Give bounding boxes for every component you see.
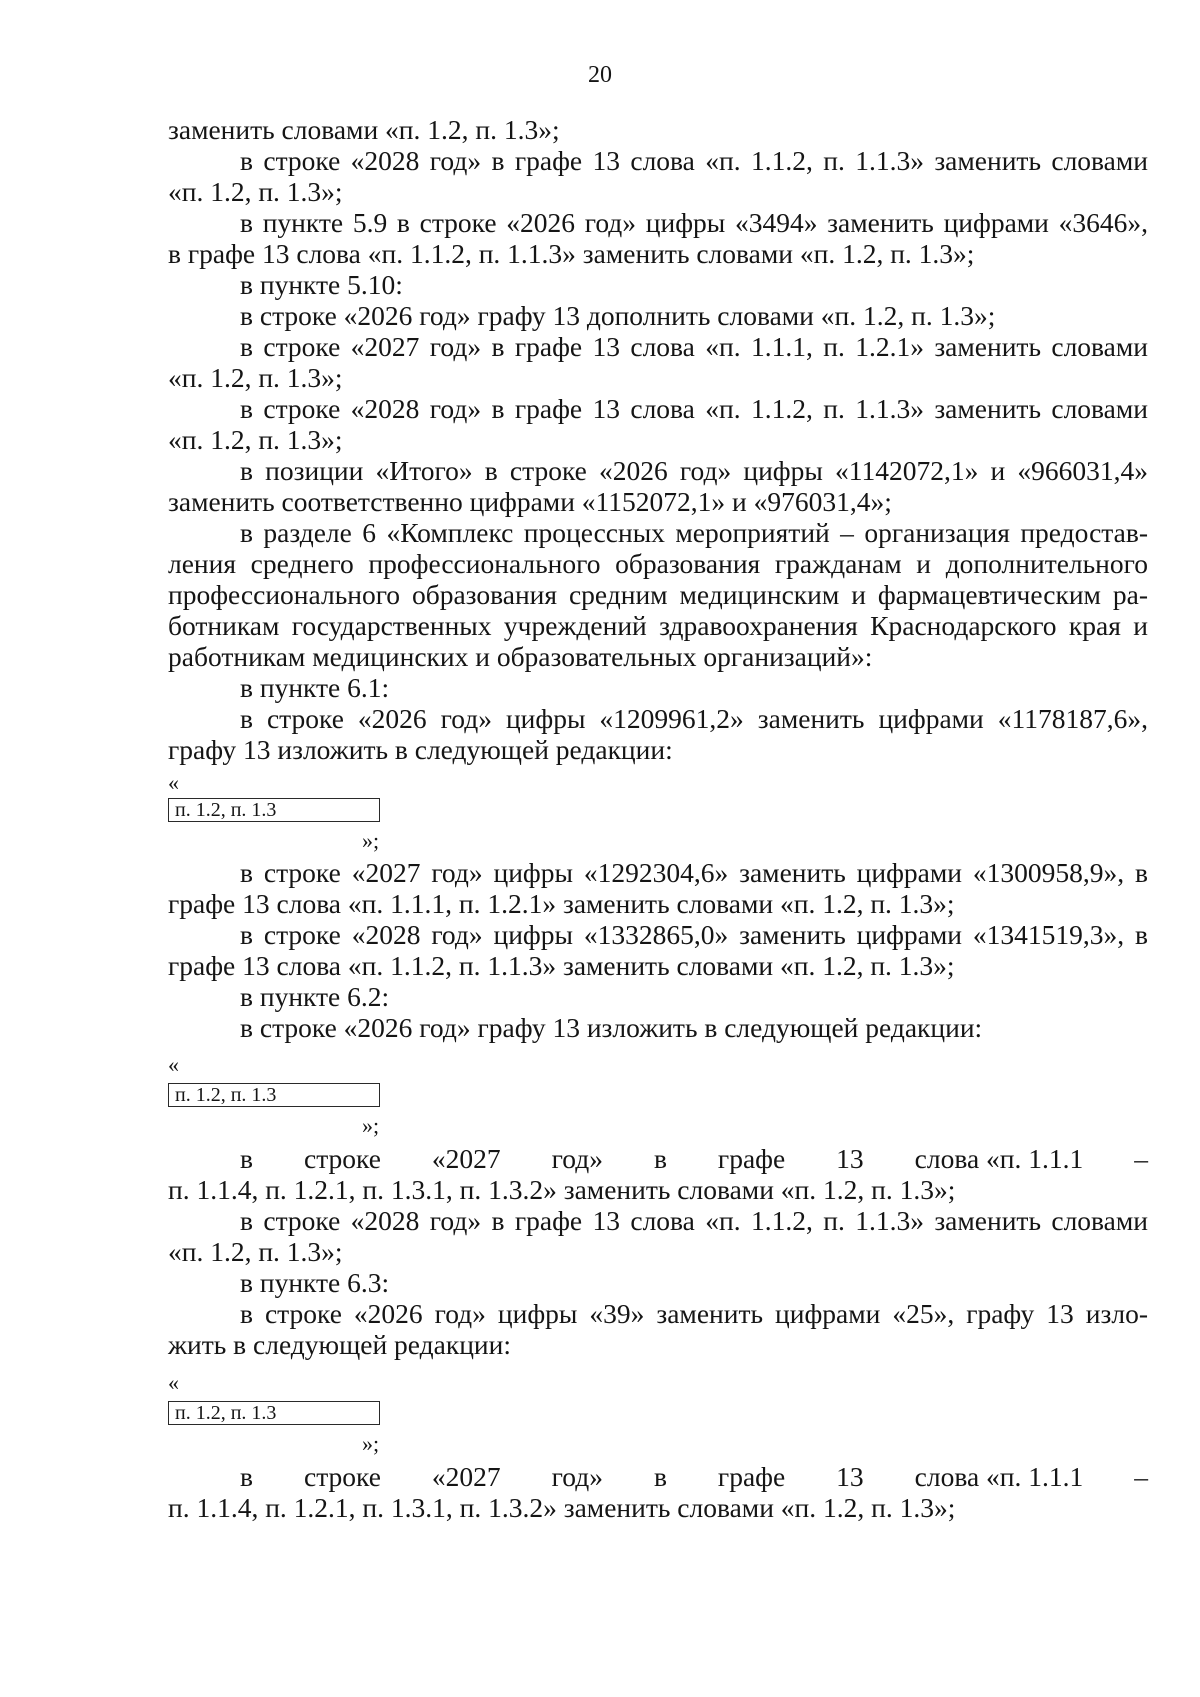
text-line: ботникам государственных учреждений здравоохранения Краснодарского края и	[168, 610, 1148, 641]
text-line: в пункте 5.10:	[240, 269, 403, 300]
text-line: графе 13 слова «п. 1.1.1, п. 1.2.1» заменить словами «п. 1.2, п. 1.3»;	[168, 888, 955, 919]
spread-text-line	[240, 1143, 1148, 1175]
word: «2027	[431, 1143, 501, 1174]
spread-text-line	[240, 1461, 1148, 1493]
open-quote: «	[168, 770, 179, 795]
word: слова «п. 1.1.1	[914, 1143, 1084, 1174]
text-line: заменить соответственно цифрами «1152072,1» и «976031,4»;	[168, 486, 892, 517]
word: –	[1134, 1143, 1148, 1174]
close-quote: »;	[362, 1113, 380, 1138]
text-line: в строке «2027 год» цифры «1292304,6» заменить цифрами «1300958,9», в	[240, 857, 1148, 888]
word: графе	[717, 1143, 786, 1174]
table-cell-box: п. 1.2, п. 1.3	[168, 1083, 380, 1107]
text-line: в строке «2026 год» цифры «1209961,2» заменить цифрами «1178187,6»,	[240, 703, 1148, 734]
word: год»	[551, 1461, 603, 1492]
word: –	[1134, 1461, 1148, 1492]
word: строке	[303, 1461, 381, 1492]
text-line: п. 1.1.4, п. 1.2.1, п. 1.3.1, п. 1.3.2» заменить словами «п. 1.2, п. 1.3»;	[168, 1492, 956, 1523]
text-line: в пункте 5.9 в строке «2026 год» цифры «3494» заменить цифрами «3646»,	[240, 207, 1148, 238]
text-line: в графе 13 слова «п. 1.1.2, п. 1.1.3» заменить словами «п. 1.2, п. 1.3»;	[168, 238, 975, 269]
word: в	[653, 1461, 667, 1492]
word: 13	[836, 1143, 864, 1174]
text-line: «п. 1.2, п. 1.3»;	[168, 362, 343, 393]
text-line: ления среднего профессионального образования гражданам и дополнительного	[168, 548, 1148, 579]
word: в	[653, 1143, 667, 1174]
text-line: в разделе 6 «Комплекс процессных мероприятий – организация предостав-	[240, 517, 1148, 548]
text-line: в пункте 6.1:	[240, 672, 390, 703]
word: 13	[836, 1461, 864, 1492]
word: год»	[551, 1143, 603, 1174]
text-line: п. 1.1.4, п. 1.2.1, п. 1.3.1, п. 1.3.2» заменить словами «п. 1.2, п. 1.3»;	[168, 1174, 956, 1205]
text-line: графе 13 слова «п. 1.1.2, п. 1.1.3» заменить словами «п. 1.2, п. 1.3»;	[168, 950, 955, 981]
text-line: «п. 1.2, п. 1.3»;	[168, 1236, 343, 1267]
close-quote: »;	[362, 828, 380, 853]
text-line: заменить словами «п. 1.2, п. 1.3»;	[168, 114, 560, 145]
word: строке	[303, 1143, 381, 1174]
text-line: в строке «2028 год» в графе 13 слова «п. 1.1.2, п. 1.1.3» заменить словами	[240, 393, 1148, 424]
table-cell-box: п. 1.2, п. 1.3	[168, 1401, 380, 1425]
text-line: работникам медицинских и образовательных организаций»:	[168, 641, 873, 672]
word: слова «п. 1.1.1	[914, 1461, 1084, 1492]
table-cell-box: п. 1.2, п. 1.3	[168, 798, 380, 822]
text-line: в строке «2026 год» цифры «39» заменить цифрами «25», графу 13 изло-	[240, 1298, 1148, 1329]
text-line: профессионального образования средним медицинским и фармацевтическим ра-	[168, 579, 1148, 610]
text-line: в пункте 6.3:	[240, 1267, 390, 1298]
text-line: в строке «2028 год» цифры «1332865,0» заменить цифрами «1341519,3», в	[240, 919, 1148, 950]
text-line: в строке «2027 год» в графе 13 слова «п. 1.1.1, п. 1.2.1» заменить словами	[240, 331, 1148, 362]
word: в	[240, 1461, 253, 1492]
text-line: «п. 1.2, п. 1.3»;	[168, 176, 343, 207]
text-line: в строке «2028 год» в графе 13 слова «п. 1.1.2, п. 1.1.3» заменить словами	[240, 1205, 1148, 1236]
text-line: в строке «2026 год» графу 13 изложить в следующей редакции:	[240, 1012, 983, 1043]
open-quote: «	[168, 1052, 179, 1077]
word: графе	[717, 1461, 786, 1492]
text-line: в позиции «Итого» в строке «2026 год» цифры «1142072,1» и «966031,4»	[240, 455, 1148, 486]
word: «2027	[431, 1461, 501, 1492]
text-line: жить в следующей редакции:	[168, 1329, 511, 1360]
text-line: в пункте 6.2:	[240, 981, 390, 1012]
close-quote: »;	[362, 1431, 380, 1456]
page-number: 20	[588, 62, 612, 88]
text-line: в строке «2028 год» в графе 13 слова «п. 1.1.2, п. 1.1.3» заменить словами	[240, 145, 1148, 176]
text-line: «п. 1.2, п. 1.3»;	[168, 424, 343, 455]
word: в	[240, 1143, 253, 1174]
text-line: в строке «2026 год» графу 13 дополнить словами «п. 1.2, п. 1.3»;	[240, 300, 996, 331]
open-quote: «	[168, 1370, 179, 1395]
text-line: графу 13 изложить в следующей редакции:	[168, 734, 673, 765]
